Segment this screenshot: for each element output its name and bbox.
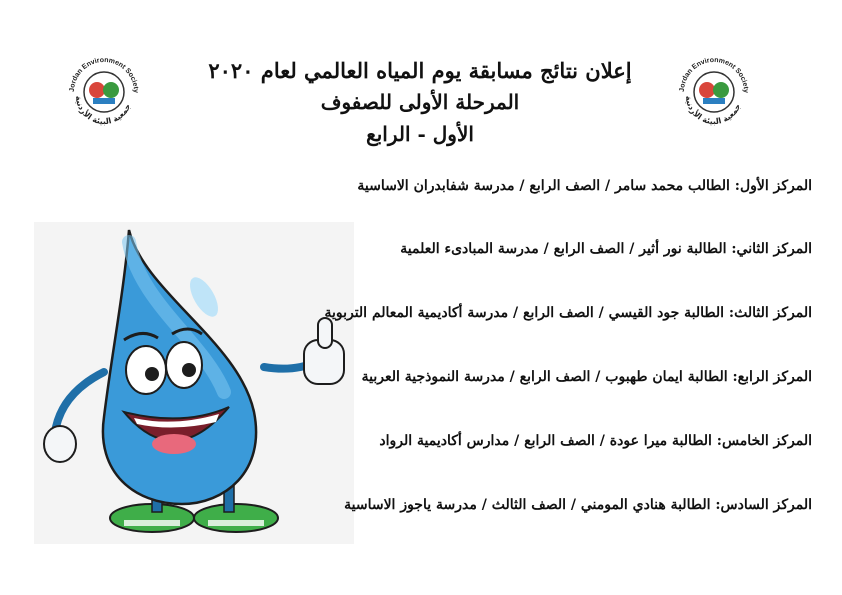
result-first-place: المركز الأول: الطالب محمد سامر / الصف الرابع / مدرسة شفابدران الاساسية [357, 178, 812, 194]
logo-text-top: Jordan Environment Society [678, 56, 750, 94]
logo-text-bottom: جمعية البيئة الأردنية [73, 95, 133, 127]
result-second-place: المركز الثاني: الطالبة نور أثير / الصف الرابع / مدرسة المبادىء العلمية [400, 241, 812, 257]
grades-subtitle: الأول - الرابع [366, 122, 474, 146]
result-fifth-place: المركز الخامس: الطالبة ميرا عودة / الصف الرابع / مدارس أكاديمية الرواد [379, 433, 812, 449]
result-third-place: المركز الثالث: الطالبة جود القيسي / الصف الرابع / مدرسة أكاديمية المعالم التربوية [324, 305, 812, 321]
logo-text-bottom: جمعية البيئة الأردنية [683, 95, 743, 127]
water-drop-mascot [34, 222, 354, 544]
logo-text-top: Jordan Environment Society [68, 56, 140, 94]
jordan-environment-society-logo-left [64, 52, 144, 132]
water-drop-icon [34, 222, 354, 544]
result-sixth-place: المركز السادس: الطالبة هنادي المومني / الصف الثالث / مدرسة ياجوز الاساسية [344, 497, 812, 513]
stage-subtitle: المرحلة الأولى للصفوف [320, 90, 520, 114]
announcement-title: إعلان نتائج مسابقة يوم المياه العالمي لعام ٢٠٢٠ [208, 58, 632, 83]
result-fourth-place: المركز الرابع: الطالبة ايمان طهبوب / الصف الرابع / مدرسة النموذجية العربية [361, 369, 812, 385]
